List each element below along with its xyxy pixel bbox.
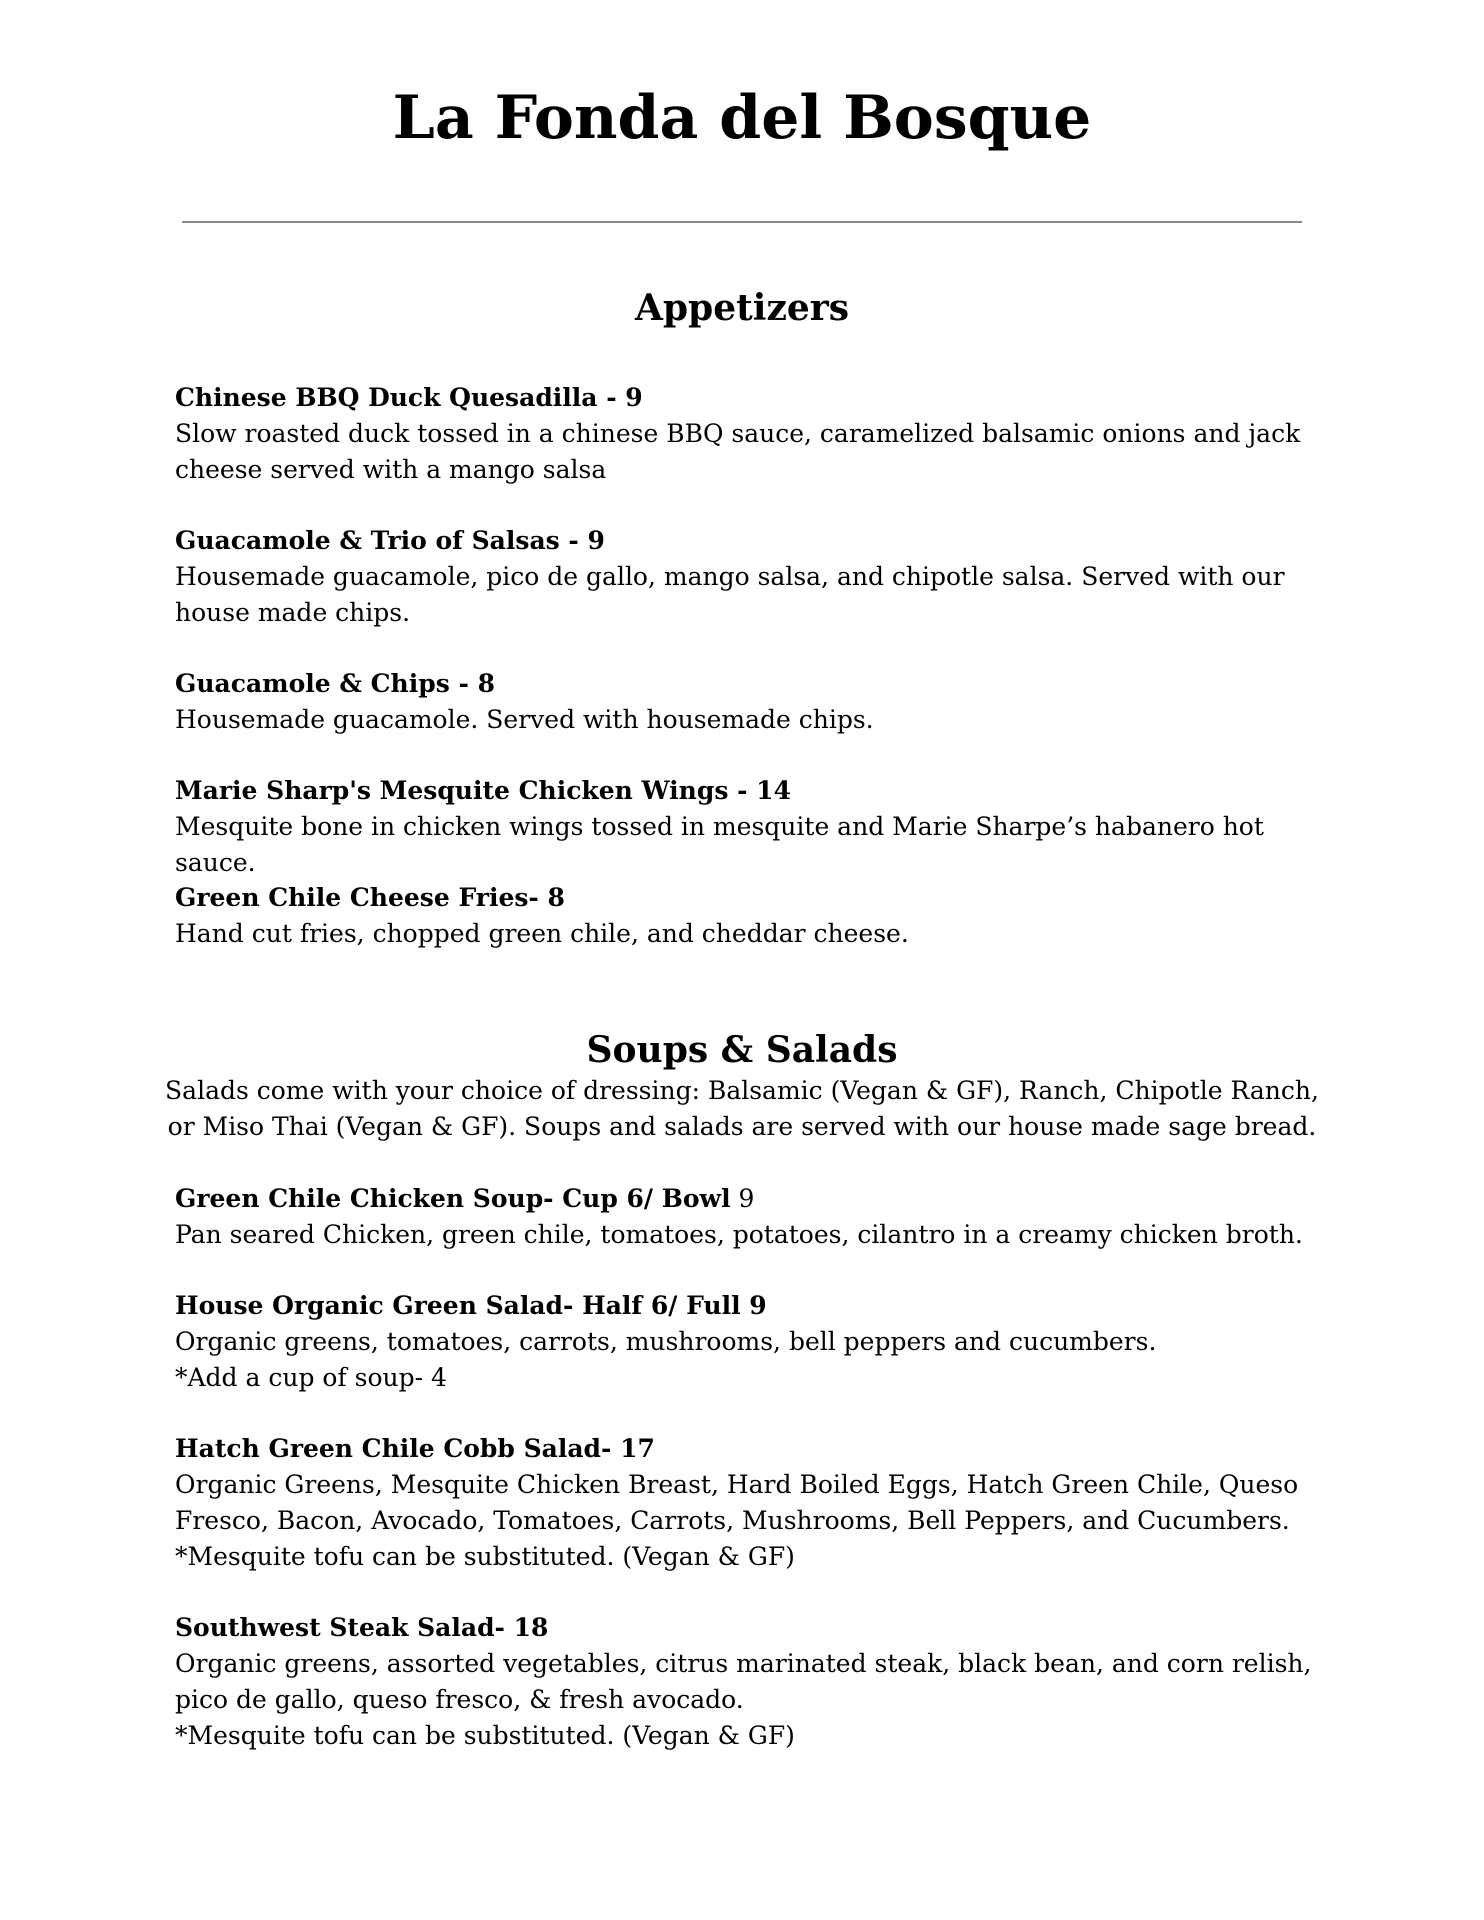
item-description: Organic greens, tomatoes, carrots, mushrooms, bell peppers and cucumbers. — [175, 1327, 1157, 1356]
menu-item-guacamole-chips — [175, 666, 1315, 738]
item-description: Housemade guacamole, pico de gallo, mango salsa, and chipotle salsa. Served with our house made chips. — [175, 562, 1285, 627]
menu-item-duck-quesadilla — [175, 380, 1315, 488]
menu-item-cheese-fries — [175, 880, 1315, 952]
dressing-note: Salads come with your choice of dressing: Balsamic (Vegan & GF), Ranch, Chipotle Ranch, or Miso Thai (Vegan & GF). Soups and salads are served with our house made sage bread. — [165, 1076, 1319, 1141]
item-title: Marie Sharp's Mesquite Chicken Wings - 14 — [175, 776, 791, 805]
menu-item-chicken-soup — [175, 1181, 1315, 1253]
item-description: Mesquite bone in chicken wings tossed in mesquite and Marie Sharpe’s habanero hot sauce. — [175, 812, 1264, 877]
menu-item-guacamole-trio — [175, 523, 1315, 631]
menu-item-steak-salad — [175, 1610, 1315, 1754]
item-description: Housemade guacamole. Served with housemade chips. — [175, 705, 874, 734]
menu-item-green-salad — [175, 1288, 1315, 1396]
item-title: Guacamole & Trio of Salsas - 9 — [175, 526, 605, 555]
title-divider — [182, 221, 1302, 223]
item-description: Hand cut fries, chopped green chile, and cheddar cheese. — [175, 919, 909, 948]
item-title: Hatch Green Chile Cobb Salad- 17 — [175, 1434, 655, 1463]
item-title: Chinese BBQ Duck Quesadilla - 9 — [175, 383, 643, 412]
item-description: Pan seared Chicken, green chile, tomatoes, potatoes, cilantro in a creamy chicken broth. — [175, 1220, 1303, 1249]
menu-item-chicken-wings — [175, 773, 1315, 881]
item-title: Guacamole & Chips - 8 — [175, 669, 495, 698]
item-title: House Organic Green Salad- Half 6/ Full 9 — [175, 1291, 767, 1320]
item-title: Southwest Steak Salad- 18 — [175, 1613, 549, 1642]
item-title: Green Chile Cheese Fries- 8 — [175, 883, 565, 912]
restaurant-title: La Fonda del Bosque — [392, 83, 1092, 153]
item-title-text: Green Chile Chicken Soup- Cup 6/ Bowl — [175, 1184, 731, 1213]
item-price-tail: 9 — [730, 1184, 755, 1213]
item-title — [175, 1181, 1315, 1217]
item-extra: *Mesquite tofu can be substituted. (Vegan & GF) — [175, 1721, 795, 1750]
menu-item-cobb-salad — [175, 1431, 1315, 1575]
appetizers-heading: Appetizers — [634, 287, 850, 329]
item-description: Organic greens, assorted vegetables, citrus marinated steak, black bean, and corn relish, pico de gallo, queso fresco, & fresh avocado. — [175, 1649, 1312, 1714]
item-description: Organic Greens, Mesquite Chicken Breast, Hard Boiled Eggs, Hatch Green Chile, Queso Fresco, Bacon, Avocado, Tomatoes, Carrots, Mushrooms, Bell Peppers, and Cucumbers. — [175, 1470, 1299, 1535]
soups-salads-heading: Soups & Salads — [586, 1029, 898, 1071]
item-description: Slow roasted duck tossed in a chinese BBQ sauce, caramelized balsamic onions and jack cheese served with a mango salsa — [175, 419, 1301, 484]
item-extra: *Add a cup of soup- 4 — [175, 1363, 447, 1392]
item-extra: *Mesquite tofu can be substituted. (Vegan & GF) — [175, 1542, 795, 1571]
